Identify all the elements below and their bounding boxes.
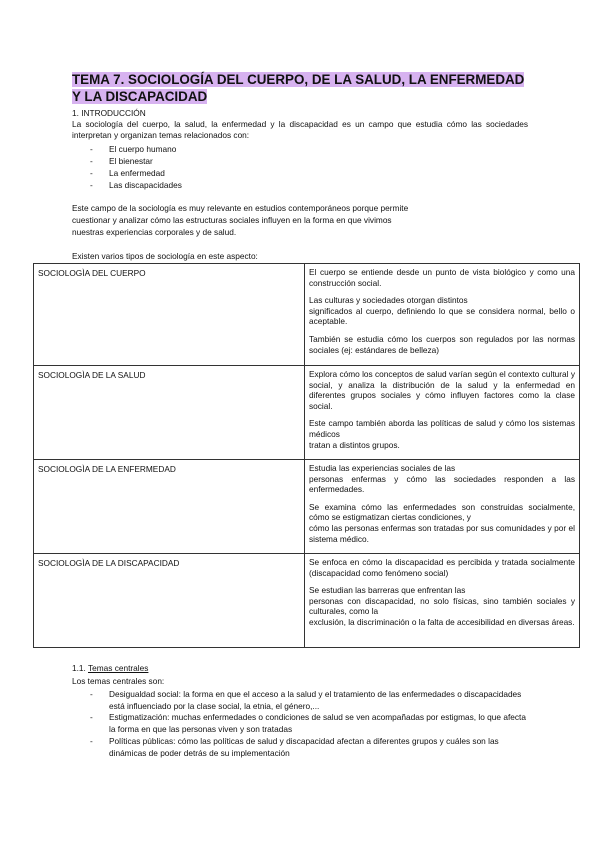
subsection-title: Temas centrales [88, 663, 149, 673]
table-cell-description: Se enfoca en cómo la discapacidad es percibida y tratada socialmente (discapacidad como fenómeno social) Se estudian las barreras que enfrentan las personas con discapacidad, no solo físicas, sino también sociales y culturales, como la exclusión, la discriminación o la falta de accesibilidad en diversas áreas. [305, 554, 580, 648]
document-title: TEMA 7. SOCIOLOGÍA DEL CUERPO, DE LA SALUD, LA ENFERMEDAD Y LA DISCAPACIDAD [72, 72, 525, 104]
table-row [34, 554, 580, 648]
subsection-heading: 1.1. Temas centrales [72, 663, 149, 673]
table-row [34, 366, 580, 460]
section-heading: 1. INTRODUCCIÓN [72, 108, 146, 118]
list-item: - Estigmatización: muchas enfermedades o condiciones de salud se ven acompañadas por estigmas, lo que afecta la forma en que las personas viven y son tratadas [72, 712, 532, 735]
central-topics-list [72, 689, 532, 759]
central-topics-intro: Los temas centrales son: [72, 676, 165, 686]
table-cell-description: El cuerpo se entiende desde un punto de vista biológico y como una construcción social. Las culturas y sociedades otorgan distintos significados al cuerpo, definiendo lo que se considera normal, bello o aceptable. También se estudia cómo los cuerpos son regulados por las normas sociales (ej: estándares de belleza) [305, 264, 580, 366]
types-intro: Existen varios tipos de sociología en este aspecto: [72, 251, 258, 261]
list-item: - El cuerpo humano [72, 143, 182, 155]
table-cell-description: Estudia las experiencias sociales de las personas enfermas y cómo las sociedades responden a las enfermedades. Se examina cómo las enfermedades son construidas socialmente, cómo se estigmatizan ciertas condiciones, y cómo las personas enfermas son tratadas por sus comunidades y por el sistema médico. [305, 460, 580, 554]
relevance-paragraph: Este campo de la sociología es muy relevante en estudios contemporáneos porque permite cuestionar y analizar cómo las estructuras sociales influyen en la forma en que vivimos nuestras experiencias corporales y de salud. [72, 203, 409, 237]
table-row [34, 264, 580, 366]
list-item: - Desigualdad social: la forma en que el acceso a la salud y el tratamiento de las enfermedades o discapacidades está influenciado por la clase social, la etnia, el género,... [72, 689, 532, 712]
list-item: - Las discapacidades [72, 179, 182, 191]
intro-paragraph: La sociología del cuerpo, la salud, la enfermedad y la discapacidad es un campo que estudia cómo las sociedades interpretan y organizan temas relacionados con: [72, 119, 528, 140]
table-cell-name: SOCIOLOGÌA DE LA ENFERMEDAD [34, 460, 305, 554]
sociology-types-table [33, 263, 580, 648]
table-cell-name: SOCIOLOGÌA DEL CUERPO [34, 264, 305, 366]
list-item: - La enfermedad [72, 167, 182, 179]
table-row [34, 460, 580, 554]
table-cell-name: SOCIOLOGÌA DE LA DISCAPACIDAD [34, 554, 305, 648]
intro-bullet-list [72, 143, 182, 191]
list-item: - Políticas públicas: cómo las políticas de salud y discapacidad afectan a diferentes grupos y cuáles son las dinámicas de poder detrás de su implementación [72, 736, 532, 759]
table-cell-description: Explora cómo los conceptos de salud varían según el contexto cultural y social, y analiza la distribución de la salud y la enfermedad en diferentes grupos sociales y cómo influyen factores como la clase social. Este campo también aborda las políticas de salud y cómo los sistemas médicos tratan a distintos grupos. [305, 366, 580, 460]
list-item: - El bienestar [72, 155, 182, 167]
table-cell-name: SOCIOLOGÌA DE LA SALUD [34, 366, 305, 460]
